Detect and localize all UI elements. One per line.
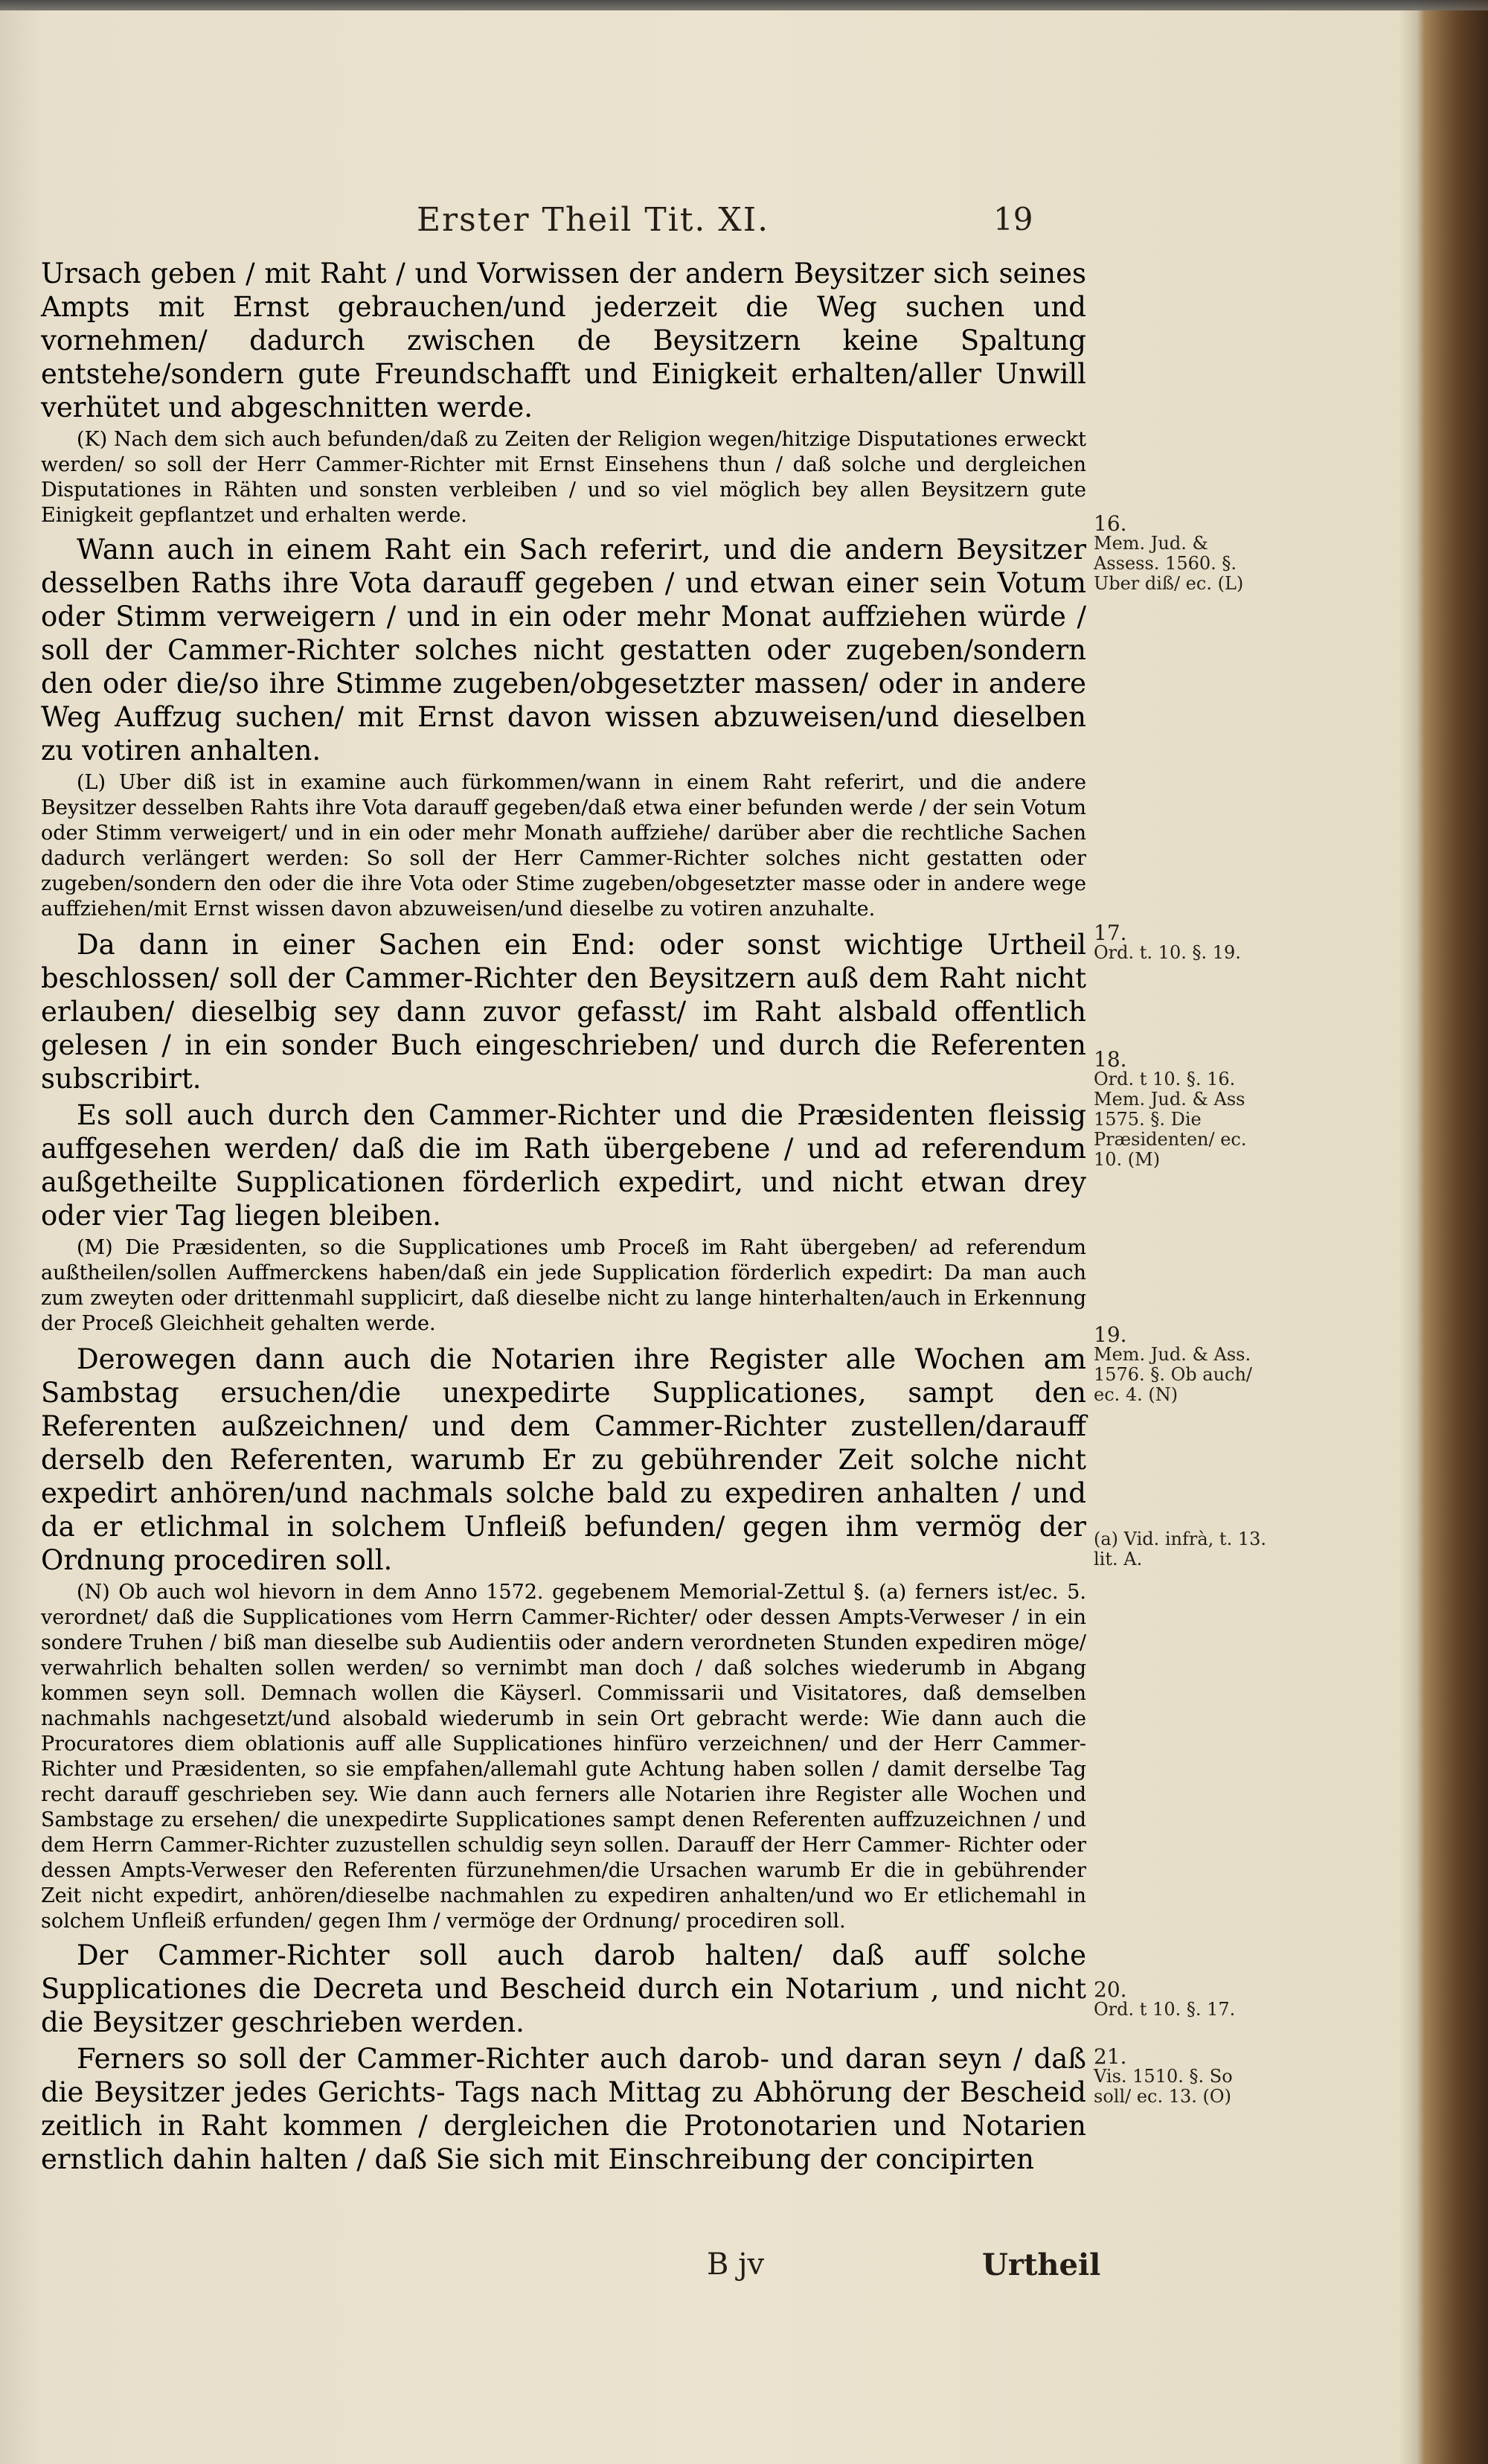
- margin-note-17: [1094, 923, 1269, 963]
- margin-note-number: 16.: [1094, 511, 1127, 536]
- paragraph-21: Ferners so soll der Cammer-Richter auch darob- und daran seyn / daß die Beysitzer jedes Gerichts- Tags nach Mittag zu Abhörung der Bescheid zeitlich in Raht kommen / dergleichen die Protonotarien und Notarien ernstlich dahin halten / daß Sie sich mit Einschreibung der concipirten: [41, 2043, 1086, 2175]
- paragraph-1: Ursach geben / mit Raht / und Vorwissen der andern Beysitzer sich seines Ampts mit Ernst gebrauchen/und jederzeit die Weg suchen und vornehmen/ dadurch zwischen de Beysitzern keine Spaltung entstehe/sondern gute Freundschafft und Einigkeit erhalten/aller Unwill verhütet und abgeschnitten werde.: [41, 257, 1086, 423]
- margin-note-number: 19.: [1094, 1322, 1127, 1347]
- margin-note-text: Ord. t. 10. §. 19.: [1094, 942, 1241, 963]
- page-header: [0, 201, 1272, 260]
- margin-note-number: 20.: [1094, 1977, 1127, 2002]
- running-head: Erster Theil Tit. XI.: [417, 201, 770, 239]
- catchword: Urtheil: [982, 2247, 1101, 2282]
- margin-note-text: (a) Vid. infrà, t. 13. lit. A.: [1094, 1529, 1266, 1569]
- margin-note-number: 21.: [1094, 2044, 1127, 2069]
- signature-mark: B jv: [707, 2247, 765, 2282]
- note-l: (L) Uber diß ist in examine auch fürkommen/wann in einem Raht referirt, und die andere Beysitzer desselben Rahts ihre Vota darauff gegeben/daß etwa einer befunden werde / der sein Votum oder Stimm verweigert/ und in ein oder mehr Monath auffziehe/ darüber aber die rechtliche Sachen dadurch verlängert werden: So soll der Herr Cammer-Richter solches nicht gestatten oder zugeben/sondern den oder die ihre Vota oder Stime zugeben/obgesetzter masse oder in andere wege auffziehen/mit Ernst wissen davon abzuweisen/und dieselbe zu votiren anzuhalte.: [41, 771, 1086, 921]
- margin-note-text: Mem. Jud. & Ass. 1576. §. Ob auch/ ec. 4. (N): [1094, 1344, 1253, 1405]
- margin-note-text: Ord. t 10. §. 17.: [1094, 1999, 1236, 2020]
- margin-note-text: Mem. Jud. & Assess. 1560. §. Uber diß/ ec. (L): [1094, 533, 1244, 594]
- book-spine-edge: [1414, 0, 1488, 2464]
- paragraph-17: Da dann in einer Sachen ein End: oder sonst wichtige Urtheil beschlossen/ soll der Cammer-Richter den Beysitzern auß dem Raht nicht erlauben/ dieselbig sey dann zuvor gefasst/ im Raht alsbald offentlich gelesen / in ein sonder Buch eingeschrieben/ und durch die Referenten subscribirt.: [41, 929, 1086, 1095]
- paragraph-20: Der Cammer-Richter soll auch darob halten/ daß auff solche Supplicationes die Decreta und Bescheid durch ein Notarium , und nicht die Beysitzer geschrieben werden.: [41, 1939, 1086, 2038]
- note-k: (K) Nach dem sich auch befunden/daß zu Zeiten der Religion wegen/hitzige Disputationes erweckt werden/ so soll der Herr Cammer-Richter mit Ernst Einsehens thun / daß solche und dergleichen Disputationes in Rähten und sonsten verbleiben / und so viel möglich bey allen Beysitzern gute Einigkeit gepflantzet und erhalten werde.: [41, 428, 1086, 527]
- margin-note-18: [1094, 1049, 1269, 1170]
- book-top-edge: [0, 0, 1488, 10]
- margin-note-text: Vis. 1510. §. So soll/ ec. 13. (O): [1094, 2066, 1233, 2107]
- margin-note-text: Ord. t 10. §. 16. Mem. Jud. & Ass 1575. §. Die Præsidenten/ ec. 10. (M): [1094, 1069, 1247, 1170]
- paragraph-18: Es soll auch durch den Cammer-Richter und die Præsidenten fleissig auffgesehen werden/ daß die im Rath übergebene / und ad referendum außgetheilte Supplicationen förderlich expedirt, und nicht etwan drey oder vier Tag liegen bleiben.: [41, 1099, 1086, 1232]
- main-text: [41, 257, 1086, 2176]
- note-n: (N) Ob auch wol hievorn in dem Anno 1572. gegebenem Memorial-Zettul §. (a) ferners ist/ec. 5. verordnet/ daß die Supplicationes vom Herrn Cammer-Richter/ oder dessen Ampts-Verweser / in ein sondere Truhen / biß man dieselbe sub Audientiis oder andern verordneten Stunden expediren möge/ verwahrlich behalten sollen werden/ so vernimbt man doch / daß solches wiederumb in Abgang kommen seyn soll. Demnach wollen die Käyserl. Commissarii und Visitatores, daß demselben nachmahls nachgesetzt/und alsobald wiederumb in sein Ort gebracht werde: Wie dann auch die Procuratores diem oblationis auff alle Supplicationes hinfüro verzeichnen/ und der Herr Cammer-Richter und Præsidenten, so sie empfahen/allemahl gute Achtung haben sollen / damit derselbe Tag recht darauff geschrieben sey. Wie dann auch ferners alle Notarien ihre Register alle Wochen und Sambstage zu ersehen/ die unexpedirte Supplicationes sampt denen Referenten auffzuzeichnen / und dem Herrn Cammer-Richter zuzustellen schuldig seyn sollen. Darauff der Herr Cammer- Richter oder dessen Ampts-Verweser den Referenten fürzunehmen/die Ursachen warumb Er die in gebührender Zeit nicht expedirt, anhören/dieselbe nachmahlen zu expediren anhalten/und wo Er etlichemahl in solchem Unfleiß erfunden/ gegen Ihm / vermöge der Ordnung/ procediren soll.: [41, 1581, 1086, 1933]
- page-number: 19: [993, 201, 1033, 237]
- paragraph-19: Derowegen dann auch die Notarien ihre Register alle Wochen am Sambstag ersuchen/die unexpedirte Supplicationes, sampt den Referenten außzeichnen/ und dem Cammer-Richter zustellen/darauff derselb den Referenten, warumb Er zu gebührender Zeit solche nicht expedirt anhören/und nachmals solche bald zu expediren anhalten / und da er etlichmal in solchem Unfleiß befunden/ gegen ihm vermög der Ordnung procediren soll.: [41, 1343, 1086, 1576]
- note-m: (M) Die Præsidenten, so die Supplicationes umb Proceß im Raht übergeben/ ad referendum außtheilen/sollen Auffmerckens haben/daß ein jede Supplication förderlich expedirt: Da man auch zum zweyten oder drittenmahl supplicirt, daß dieselbe nicht zu lange hinterhalten/auch in Erkennung der Proceß Gleichheit gehalten werde.: [41, 1236, 1086, 1335]
- paragraph-16: Wann auch in einem Raht ein Sach referirt, und die andern Beysitzer desselben Raths ihre Vota darauff gegeben / und etwan einer sein Votum oder Stimm verweigern / und in ein oder mehr Monat auffziehen würde / soll der Cammer-Richter solches nicht gestatten oder zugeben/sondern den oder die/so ihre Stimme zugeben/obgesetzter massen/ oder in andere Weg Auffzug suchen/ mit Ernst davon wissen abzuweisen/und dieselben zu votiren anhalten.: [41, 534, 1086, 767]
- margin-note-a: [1094, 1529, 1269, 1569]
- margin-note-20: [1094, 1977, 1269, 2020]
- margin-note-19: [1094, 1322, 1269, 1405]
- margin-note-number: 18.: [1094, 1047, 1127, 1072]
- margin-note-number: 17.: [1094, 921, 1127, 945]
- margin-note-21: [1094, 2044, 1269, 2107]
- margin-note-16: [1094, 513, 1269, 594]
